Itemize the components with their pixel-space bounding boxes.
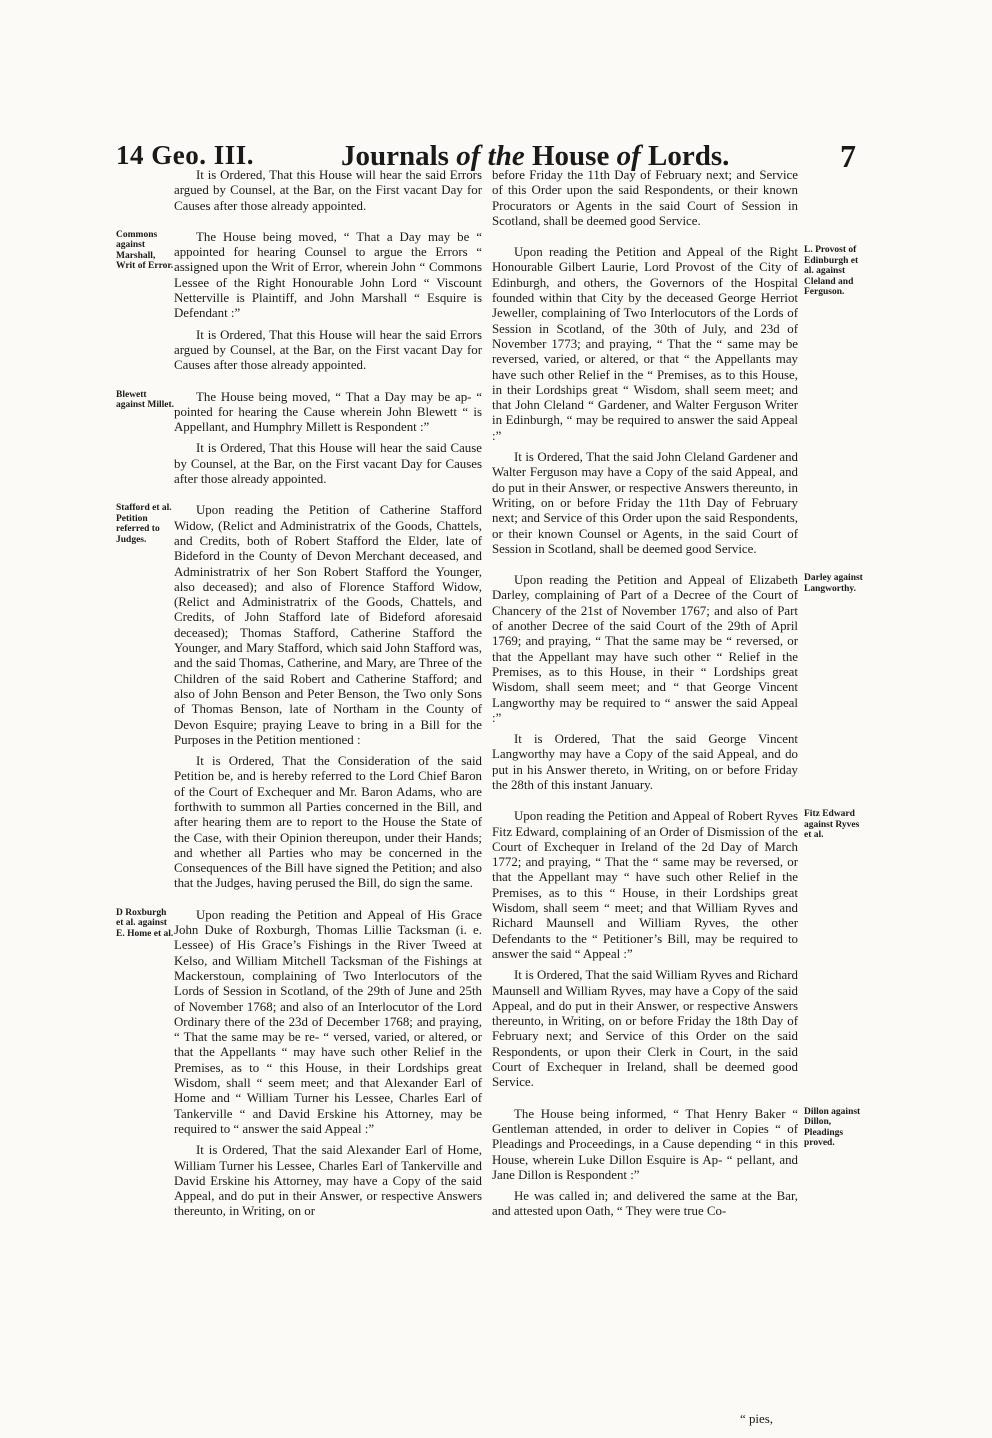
margin-note: Blewett against Millet. bbox=[116, 389, 175, 411]
entry bbox=[116, 907, 482, 1220]
entry bbox=[492, 245, 859, 557]
paragraph: It is Ordered, That this House will hear the said Errors argued by Counsel, at the Bar, on the First vacant Day for Causes after those already appointed. bbox=[174, 327, 482, 373]
paragraph: Upon reading the Petition and Appeal of Elizabeth Darley, complaining of Part of a Decree of the Court of Chancery of the 21st of November 1767; and also of Part of another Decree of the said Court of the 29th of April 1769; and praying, “ That the same may be “ reversed, or that the Appellant may have such other “ Relief in the Premises, as to this House, in their “ Lordships great Wisdom, shall seem meet; and “ that George Vincent Langworthy may be required to “ answer the said Appeal :” bbox=[492, 573, 798, 725]
paragraph: Upon reading the Petition and Appeal of the Right Honourable Gilbert Laurie, Lord Provost of the City of Edinburgh, and others, the Governors of the Hospital founded within that City by the deceased George Herriot Jeweller, complaining of Two Interlocutors of the Lords of Session in Scotland, of the 30th of July, and 23d of November 1773; and praying, “ That the “ same may be reversed, varied, or altered, or that “ the Appellants may have such other Relief in the “ Premises, as to this House, in their Lordships great “ Wisdom, shall seem meet; and that John Cleland “ Gardener, and Walter Ferguson Writer in Edinburgh, “ may be required to answer the said Appeal :” bbox=[492, 245, 798, 443]
entry bbox=[492, 168, 798, 229]
page-number: 7 bbox=[840, 138, 856, 174]
journal-title: Journals of the House of Lords. bbox=[341, 140, 730, 172]
paragraph: It is Ordered, That this House will hear the said Errors argued by Counsel, at the Bar, on the First vacant Day for Causes after those already appointed. bbox=[174, 168, 482, 213]
paragraph: It is Ordered, That the Consideration of the said Petition be, and is hereby referred to the Lord Chief Baron of the Court of Exchequer and Mr. Baron Adams, who are forthwith to summon all Parties concerned in the Bill, and after hearing them are to report to the House the State of the Case, with their Opinion thereupon, under their Hands; and whether all Parties who may be concerned in the Consequences of the Bill have signed the Petition; and also that the Judges, having perused the Bill, do sign the same. bbox=[174, 754, 482, 891]
margin-note: Stafford et al. Petition referred to Judges. bbox=[116, 503, 172, 545]
paragraph: He was called in; and delivered the same at the Bar, and attested upon Oath, “ They were true Co- bbox=[492, 1189, 798, 1219]
paragraph: Upon reading the Petition of Catherine Stafford Widow, (Relict and Administratrix of the Goods, Chattels, and Credits, both of Robert Stafford the Elder, late of Bideford in the County of Devon Merchant deceased, and Administratrix of her Son Robert Stafford the Younger, also deceased); and also of Florence Stafford Widow, (Relict and Administratrix of the Goods, Chattels, and Credits, of John Stafford late of Bideford aforesaid deceased); Thomas Stafford, Catherine Stafford the Younger, and Mary Stafford, which said John Stafford was, and the said Thomas, Catherine, and Mary, are Three of the Children of the said Robert and Catherine Stafford; and also of John Benson and Peter Benson, the Two only Sons of Thomas Benson, late of Northam in the County of Devon Esquire; praying Leave to bring in a Bill for the Purposes in the Petition mentioned : bbox=[174, 503, 482, 747]
paragraph: It is Ordered, That the said John Cleland Gardener and Walter Ferguson may have a Copy of the said Appeal, and do put in their Answer, or respective Answers thereunto, in Writing, on or before Friday the 11th Day of February next; and Service of this Order upon the said Respondents, or their known Counsel or Agents, in the said Court of Session in Scotland, shall be deemed good Service. bbox=[492, 450, 798, 556]
entry bbox=[116, 389, 482, 488]
margin-note: Dillon against Dillon, Pleadings proved. bbox=[804, 1106, 861, 1149]
paragraph: before Friday the 11th Day of February next; and Service of this Order upon the said Respondents, or their known Procurators or Agents in the said Court of Session in Scotland, shall be deemed good Service. bbox=[492, 168, 798, 228]
paragraph: It is Ordered, That the said George Vincent Langworthy may have a Copy of the said Appeal, and do put in his Answer thereto, in Writing, on or before Friday the 28th of this instant January. bbox=[492, 732, 798, 792]
margin-note: D Roxburgh et al. against E. Home et al. bbox=[116, 907, 174, 939]
session-label: 14 Geo. III. bbox=[116, 140, 255, 170]
paragraph: The House being moved, “ That a Day may be ap- “ pointed for hearing the Cause wherein John Blewett “ is Appellant, and Humphry Millett is Respondent :” bbox=[174, 389, 482, 435]
paragraph: It is Ordered, That this House will hear the said Cause by Counsel, at the Bar, on the First vacant Day for Causes after those already appointed. bbox=[174, 441, 482, 487]
margin-note: L. Provost of Edinburgh et al. against Cleland and Ferguson. bbox=[804, 245, 859, 298]
entry bbox=[174, 168, 482, 214]
entry bbox=[116, 503, 482, 891]
entry bbox=[492, 809, 860, 1090]
entry bbox=[492, 1106, 861, 1220]
entry bbox=[116, 229, 482, 374]
paragraph: Upon reading the Petition and Appeal of His Grace John Duke of Roxburgh, Thomas Lillie Tacksman (i. e. Lessee) of His Grace’s Fishings in the River Tweed at Kelso, and William Mitchell Tacksman of the Fishings at Mackerstoun, complaining of Two Interlocutors of the Lords of Session in Scotland, of the 29th of June and 25th of November 1768; and also of an Interlocutor of the Lord Ordinary there of the 23d of December 1768; and praying, “ That the same may be re- “ versed, varied, or altered, or that the Appellants “ may have such other Relief in the Premises, as to “ this House, in their Lordships great Wisdom, shall “ seem meet; and that Alexander Earl of Home and “ William Turner his Lessee, Charles Earl of Tankerville “ and David Erskine his Attorney, may be required to “ answer the said Appeal :” bbox=[174, 907, 482, 1136]
paragraph: It is Ordered, That the said William Ryves and Richard Maunsell and William Ryves, may have a Copy of the said Appeal, and do put in their Answer, or respective Answers thereunto, in Writing, on or before Friday the 18th Day of February next; and Service of this Order on the said Respondents, or upon their Clerk in Court, in the said Court of Exchequer in Ireland, shall be deemed good Service. bbox=[492, 968, 798, 1090]
entry bbox=[492, 573, 863, 793]
paragraph: Upon reading the Petition and Appeal of Robert Ryves Fitz Edward, complaining of an Order of Dismission of the Court of Exchequer in Ireland of the 2d Day of March 1772; and praying, “ That the “ same may be reversed, or that the Appellant may “ have such other Relief in the Premises, as to this “ House, in their Lordships great Wisdom, shall seem “ meet; and that William Ryves and Richard Maunsell and William Ryves, the other Defendants to the “ Petitioner’s Bill, may be required to answer the said “ Appeal :” bbox=[492, 809, 798, 961]
left-column bbox=[116, 168, 482, 1234]
paragraph: It is Ordered, That the said Alexander Earl of Home, William Turner his Lessee, Charles Earl of Tankerville and David Erskine his Attorney, may have a Copy of the said Appeal, and do put in their Answer, or respective Answers thereunto, in Writing, on or bbox=[174, 1143, 482, 1219]
margin-note: Commons against Marshall, Writ of Error. bbox=[116, 229, 174, 272]
right-column bbox=[492, 168, 863, 1234]
margin-note: Fitz Edward against Ryves et al. bbox=[804, 809, 860, 841]
paragraph: The House being informed, “ That Henry Baker “ Gentleman attended, in order to deliver in Copies “ of Pleadings and Proceedings, in a Cause depending “ in this House, wherein Luke Dillon Esquire is Ap- “ pellant, and Jane Dillon is Respondent :” bbox=[492, 1106, 798, 1182]
paragraph: The House being moved, “ That a Day may be “ appointed for hearing Counsel to argue the Errors “ assigned upon the Writ of Error, wherein John “ Commons Lessee of the Right Honourable John Lord “ Viscount Netterville is Plaintiff, and John Marshall “ Esquire is Defendant :” bbox=[174, 229, 482, 321]
margin-note: Darley against Langworthy. bbox=[804, 573, 863, 594]
catchword: “ pies, bbox=[740, 1412, 773, 1426]
